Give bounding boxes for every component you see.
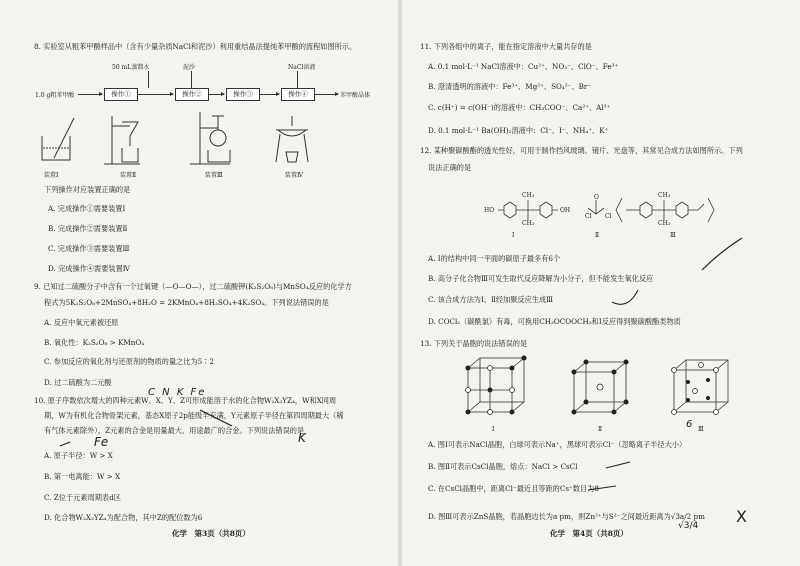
right-page — [402, 0, 800, 566]
handwriting-fraction: √3/4 — [678, 521, 699, 531]
flow-step-4: 操作④ — [281, 88, 315, 101]
q10-stem-line-1: 10. 原子序数依次增大的四种元素W、X、Y、Z可形成能溶于水的化合物W₂X₃YZ₄，W和X同周 — [34, 396, 337, 405]
q13-option-a: A. 图Ⅰ可表示NaCl晶胞，白球可表示Na⁺，黑球可表示Cl⁻（忽略离子半径大小） — [428, 440, 687, 449]
q8-stem: 8. 实验室从粗苯甲酸样品中（含有少量杂质NaCl和泥沙）利用重结晶法提纯苯甲酸的流程如图所示。 — [34, 42, 357, 51]
q9-option-c: C. 参加反应的氧化剂与还原剂的物质的量之比为5∶2 — [44, 357, 214, 366]
cell-label-1: Ⅰ — [492, 426, 495, 433]
atom-carbonyl-o: O — [594, 194, 599, 201]
flow-reagent-sand: 泥沙 — [183, 64, 196, 71]
atom-cl-left: Cl — [585, 213, 592, 220]
mol-label-3: Ⅲ — [670, 232, 676, 239]
q12-option-d: D. COCl₂（碳酰氯）有毒，可换用CH₃OCOOCH₃和Ⅰ反应得到聚碳酸酯类物质 — [428, 317, 681, 326]
q13-option-d: D. 图Ⅲ可表示ZnS晶胞，若晶胞边长为a pm，则Zn²⁺与S²⁻之间最近距离为√3a/2 pm — [428, 512, 705, 521]
q9-stem-line-1: 9. 已知过二硫酸分子中含有一个过氧键（—O—O—），过二硫酸钾(K₂S₂O₈)与MnSO₄反应的化学方 — [34, 282, 352, 291]
q10-stem-line-3: 有气体元素除外），Z元素的合金是用量最大、用途最广的合金。下列说法错误的是 — [44, 426, 305, 435]
q8-option-b: B. 完成操作②需要装置Ⅱ — [48, 224, 128, 233]
atom-ch3-top: CH₃ — [522, 192, 535, 199]
q9-stem-line-2: 程式为5K₂S₂O₈+2MnSO₄+8H₂O = 2KMnO₄+8H₂SO₄+4K₂SO₄。下列说法错误的是 — [44, 298, 329, 307]
apparatus-label-2: 装置Ⅱ — [120, 172, 137, 179]
q11-stem: 11. 下列各组中的离子，能在指定溶液中大量共存的是 — [420, 42, 592, 51]
mol-label-2: Ⅱ — [595, 232, 600, 239]
q11-option-c: C. c(H⁺) = c(OH⁻)的溶液中：CH₃COO⁻、Ca²⁺、Al³⁺ — [428, 103, 611, 112]
handwriting-six: 6 — [686, 419, 693, 430]
q10-stem-line-2: 期，W为有机化合物骨架元素，基态X原子2p能级半充满，Y元素原子半径在第四周期最大（稀 — [44, 411, 344, 420]
mol-label-1: Ⅰ — [512, 232, 515, 239]
q13-option-c: C. 在CsCl晶胞中，距离Cl⁻最近且等距的Cs⁺数目为8 — [428, 484, 599, 493]
atom-ho: HO — [484, 207, 495, 214]
q11-option-a: A. 0.1 mol·L⁻¹ NaCl溶液中：Cu²⁺、NO₃⁻、ClO⁻、Fe³⁺ — [428, 62, 619, 71]
q8-option-c: C. 完成操作③需要装置Ⅲ — [48, 244, 130, 253]
atom-cl-right: Cl — [605, 213, 612, 220]
flow-input: 1.0 g粗苯甲酸 — [35, 92, 75, 99]
q9-option-b: B. 氧化性：K₂S₂O₈ > KMnO₄ — [44, 338, 145, 347]
right-page-footer: 化学 第4页（共8页） — [550, 529, 628, 538]
handwriting-cross: X — [736, 507, 747, 526]
q13-option-b: B. 图Ⅱ可表示CsCl晶胞，熔点：NaCl > CsCl — [428, 462, 578, 471]
q11-option-b: B. 澄清透明的溶液中：Fe³⁺、Mg²⁺、SO₄²⁻、Br⁻ — [428, 82, 592, 91]
apparatus-label-3: 装置Ⅲ — [205, 172, 223, 179]
flow-reagent-nacl: NaCl溶液 — [288, 64, 316, 71]
q8-option-d: D. 完成操作④需要装置Ⅳ — [48, 264, 130, 273]
q13-stem: 13. 下列关于晶胞的说法错误的是 — [420, 339, 528, 348]
q12-option-c: C. 该合成方法为Ⅰ、Ⅱ经加聚反应生成Ⅲ — [428, 295, 554, 304]
q10-option-c: C. Z位于元素周期表d区 — [44, 493, 121, 502]
q9-option-d: D. 过二硫酸为二元酸 — [44, 378, 112, 387]
flow-output: 苯甲酸晶体 — [340, 92, 371, 99]
handwriting-fe: Fe — [94, 435, 109, 449]
flow-step-3: 操作③ — [226, 88, 260, 101]
flow-reagent-water: 50 mL蒸馏水 — [112, 64, 150, 71]
apparatus-label-4: 装置Ⅳ — [285, 172, 303, 179]
handwriting-k: K — [298, 431, 306, 445]
cell-label-2: Ⅱ — [598, 426, 603, 433]
atom-ch3-bottom-iii: CH₃ — [658, 220, 671, 227]
q12-stem-line-1: 12. 某种聚碳酸酯的透光性好，可用于制作挡风玻璃、镜片、光盘等，其常见合成方法如图所示。下列 — [420, 146, 743, 155]
q9-option-a: A. 反应中氧元素被还原 — [44, 318, 119, 327]
flow-step-1: 操作① — [104, 88, 138, 101]
cell-label-3: Ⅲ — [698, 426, 704, 433]
q10-option-b: B. 第一电离能：W > X — [44, 472, 121, 481]
q12-stem-line-2: 说法正确的是 — [428, 163, 472, 172]
atom-oh: OH — [560, 207, 571, 214]
atom-ch3-bottom: CH₃ — [522, 220, 535, 227]
q12-option-b: B. 高分子化合物Ⅲ可发生取代反应降解为小分子，但不能发生氧化反应 — [428, 274, 654, 283]
q12-option-a: A. Ⅰ的结构中同一平面的碳原子最多有6个 — [428, 254, 561, 263]
q8-question: 下列操作对应装置正确的是 — [44, 185, 131, 194]
handwriting-strokes-right — [402, 0, 800, 566]
q11-option-d: D. 0.1 mol·L⁻¹ Ba(OH)₂溶液中：Cl⁻、I⁻、NH₄⁺、K⁺ — [428, 126, 609, 135]
apparatus-label-1: 装置Ⅰ — [44, 172, 59, 179]
handwriting-letters: C N K Fe — [148, 387, 207, 398]
q8-option-a: A. 完成操作①需要装置Ⅰ — [48, 204, 126, 213]
q10-option-d: D. 化合物W₂X₃YZ₄为配合物，其中Z的配位数为6 — [44, 513, 203, 522]
handwriting-strokes-left — [0, 0, 398, 566]
left-page — [0, 0, 398, 566]
left-page-footer: 化学 第3页（共8页） — [172, 529, 250, 538]
flow-step-2: 操作② — [175, 88, 209, 101]
q10-option-a: A. 原子半径：W > X — [44, 451, 113, 460]
atom-ch3-top-iii: CH₃ — [658, 192, 671, 199]
